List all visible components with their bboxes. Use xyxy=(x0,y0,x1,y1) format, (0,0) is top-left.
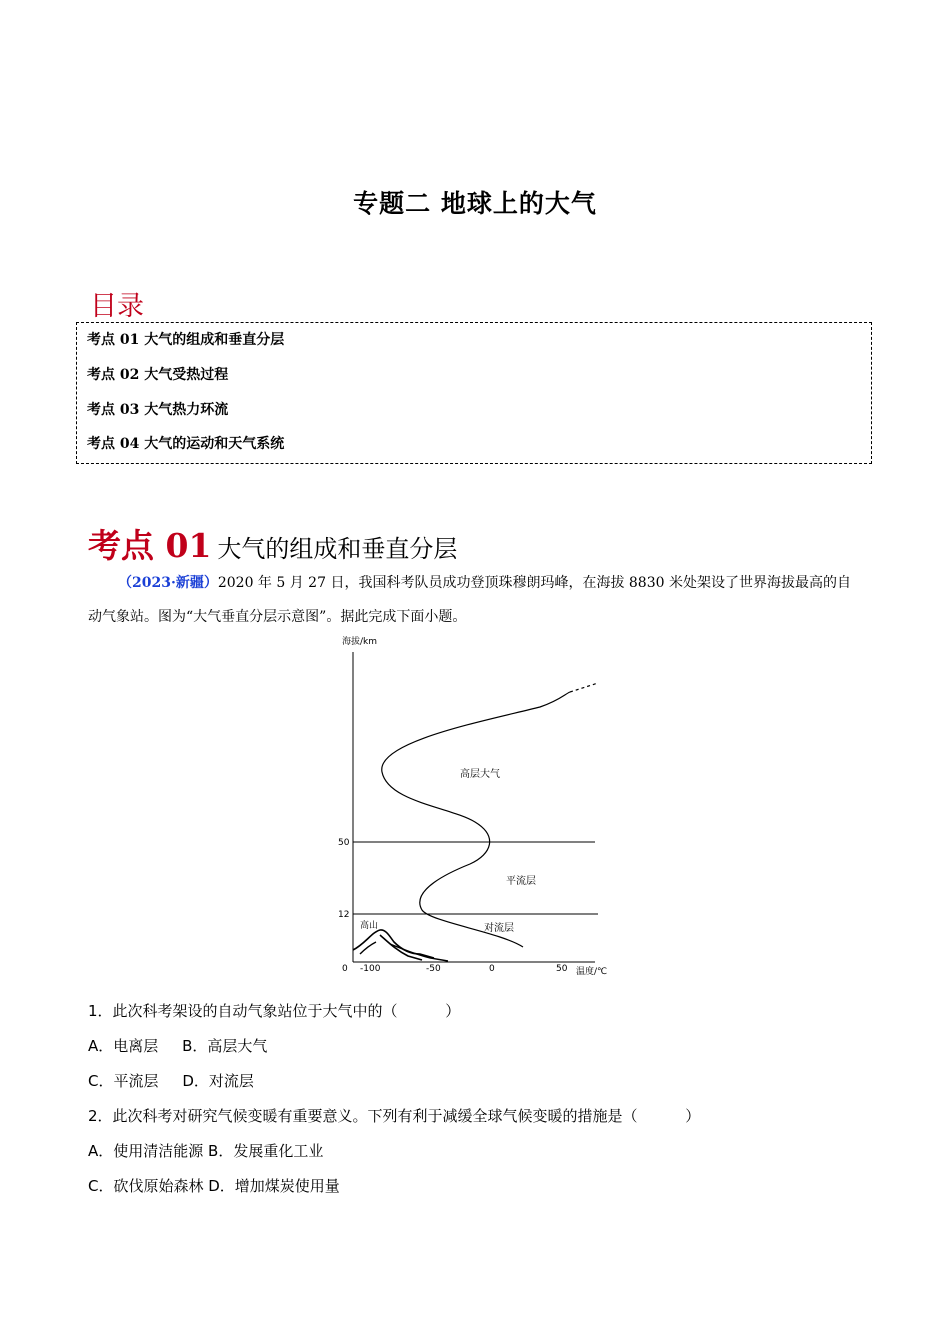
intro-paragraph xyxy=(88,566,863,634)
label-troposphere: 对流层 xyxy=(484,923,514,934)
mountain-outline xyxy=(353,930,434,958)
toc-item-2[interactable]: 考点 02 大气受热过程 xyxy=(87,367,229,383)
section-number: 考点 01 xyxy=(88,526,212,565)
y-axis-label: 海拔/km xyxy=(342,637,378,647)
question-source: （2023·新疆） xyxy=(118,575,218,591)
toc-box xyxy=(76,322,872,464)
question-2-options-ab[interactable]: A．使用清洁能源 B．发展重化工业 xyxy=(88,1142,324,1160)
question-2-options-cd[interactable]: C．砍伐原始森林 D．增加煤炭使用量 xyxy=(88,1177,340,1195)
x-axis-label: 温度/℃ xyxy=(576,967,608,977)
x-tick-minus100: -100 xyxy=(360,964,381,974)
question-1: 1．此次科考架设的自动气象站位于大气中的（ ） xyxy=(88,1002,461,1020)
y-tick-0: 0 xyxy=(342,964,348,974)
y-tick-50: 50 xyxy=(338,838,350,848)
x-tick-minus50: -50 xyxy=(426,964,441,974)
section-heading xyxy=(88,520,457,567)
question-2: 2．此次科考对研究气候变暖有重要意义。下列有利于减缓全球气候变暖的措施是（ ） xyxy=(88,1107,701,1125)
question-1-options-cd[interactable]: C．平流层 D．对流层 xyxy=(88,1072,254,1090)
toc-item-1[interactable]: 考点 01 大气的组成和垂直分层 xyxy=(87,332,285,348)
section-title: 大气的组成和垂直分层 xyxy=(217,535,458,563)
label-stratosphere: 平流层 xyxy=(506,876,536,887)
temperature-curve-dashed xyxy=(570,683,598,692)
intro-text: 2020 年 5 月 27 日，我国科考队员成功登顶珠穆朗玛峰，在海拔 8830 米处架设了世界海拔最高的自动气象站。图为“大气垂直分层示意图”。据此完成下面小题。 xyxy=(88,575,851,625)
question-1-options-ab[interactable]: A．电离层 B．高层大气 xyxy=(88,1037,268,1055)
label-upper-atmosphere: 高层大气 xyxy=(460,769,500,780)
temperature-curve xyxy=(382,692,570,947)
x-tick-50: 50 xyxy=(556,964,568,974)
page-title: 专题二 地球上的大气 xyxy=(353,189,597,218)
label-mountain: 高山 xyxy=(360,921,379,931)
atmosphere-layer-diagram xyxy=(330,632,630,982)
toc-item-4[interactable]: 考点 04 大气的运动和天气系统 xyxy=(87,436,285,452)
toc-item-3[interactable]: 考点 03 大气热力环流 xyxy=(87,402,229,418)
toc-heading: 目录 xyxy=(90,291,144,322)
x-tick-0: 0 xyxy=(489,964,495,974)
y-tick-12: 12 xyxy=(338,910,350,920)
